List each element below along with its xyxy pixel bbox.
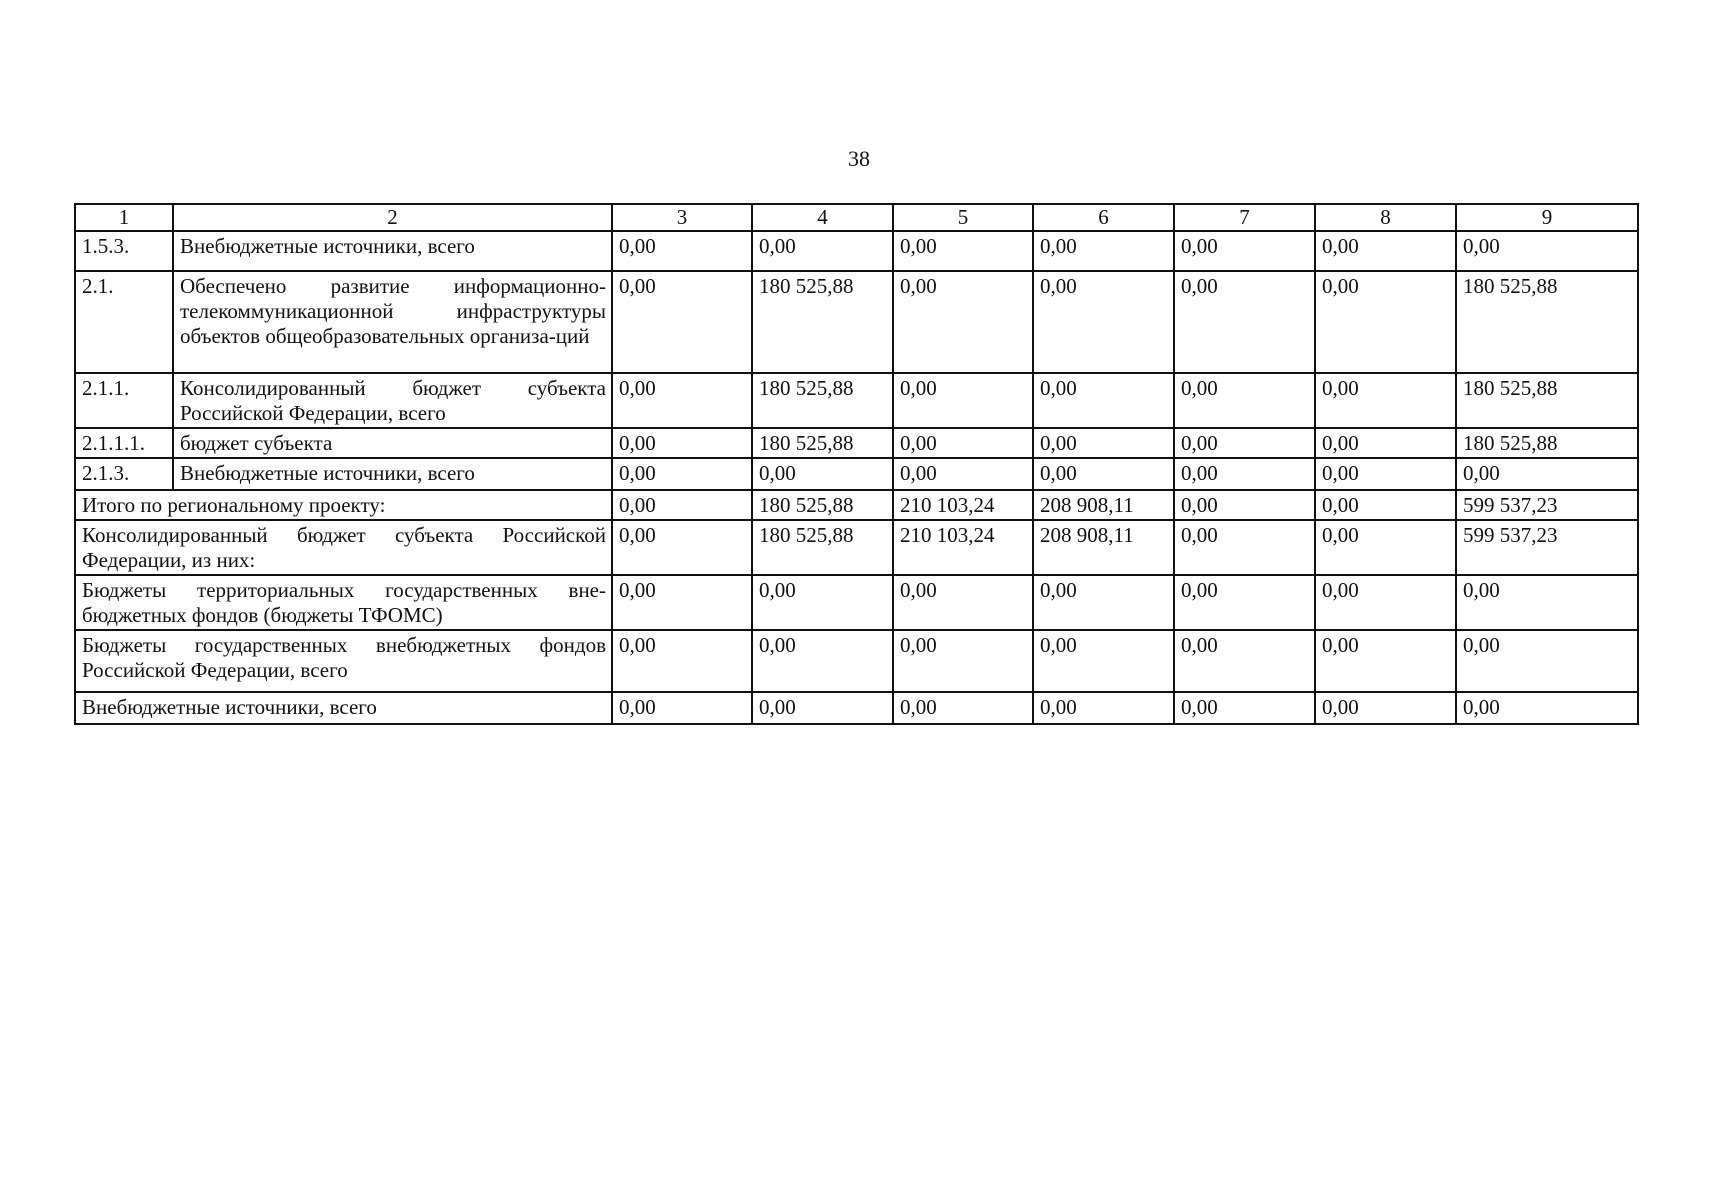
value-cell: 210 103,24 [893, 490, 1033, 520]
value-cell: 180 525,88 [752, 520, 893, 575]
value-cell: 0,00 [752, 575, 893, 630]
value-cell: 0,00 [612, 428, 752, 458]
value-cell: 0,00 [893, 271, 1033, 373]
summary-row [75, 575, 1638, 630]
row-name: бюджет субъекта [173, 428, 612, 458]
value-cell: 0,00 [1315, 490, 1456, 520]
value-cell: 0,00 [1456, 575, 1638, 630]
value-cell: 599 537,23 [1456, 490, 1638, 520]
value-cell: 180 525,88 [1456, 271, 1638, 373]
value-cell: 210 103,24 [893, 520, 1033, 575]
table-row [75, 428, 1638, 458]
value-cell: 0,00 [1315, 692, 1456, 724]
value-cell: 0,00 [1456, 692, 1638, 724]
summary-row [75, 490, 1638, 520]
value-cell: 0,00 [752, 692, 893, 724]
value-cell: 0,00 [1033, 231, 1174, 271]
value-cell: 0,00 [1174, 373, 1315, 428]
table-row [75, 373, 1638, 428]
budget-table [74, 203, 1639, 725]
value-cell: 0,00 [1174, 271, 1315, 373]
table-body [75, 204, 1638, 724]
value-cell: 0,00 [893, 428, 1033, 458]
value-cell: 0,00 [752, 630, 893, 692]
value-cell: 0,00 [893, 231, 1033, 271]
value-cell: 208 908,11 [1033, 520, 1174, 575]
summary-name: Консолидированный бюджет субъекта Российской Федерации, из них: [75, 520, 612, 575]
value-cell: 180 525,88 [1456, 428, 1638, 458]
value-cell: 0,00 [893, 630, 1033, 692]
summary-row [75, 520, 1638, 575]
value-cell: 0,00 [752, 458, 893, 490]
header-cell: 5 [893, 204, 1033, 231]
value-cell: 0,00 [612, 490, 752, 520]
value-cell: 180 525,88 [1456, 373, 1638, 428]
value-cell: 0,00 [1033, 692, 1174, 724]
value-cell: 599 537,23 [1456, 520, 1638, 575]
row-name: Внебюджетные источники, всего [173, 458, 612, 490]
value-cell: 180 525,88 [752, 490, 893, 520]
value-cell: 0,00 [1174, 490, 1315, 520]
value-cell: 0,00 [893, 458, 1033, 490]
value-cell: 0,00 [1174, 630, 1315, 692]
value-cell: 0,00 [612, 458, 752, 490]
summary-name: Внебюджетные источники, всего [75, 692, 612, 724]
value-cell: 0,00 [1456, 458, 1638, 490]
summary-name: Бюджеты государственных внебюджетных фондов Российской Федерации, всего [75, 630, 612, 692]
table-row [75, 271, 1638, 373]
value-cell: 0,00 [1033, 630, 1174, 692]
value-cell: 0,00 [1033, 458, 1174, 490]
value-cell: 0,00 [1456, 630, 1638, 692]
header-row [75, 204, 1638, 231]
value-cell: 0,00 [1174, 458, 1315, 490]
value-cell: 0,00 [1315, 428, 1456, 458]
value-cell: 180 525,88 [752, 428, 893, 458]
value-cell: 0,00 [1033, 271, 1174, 373]
value-cell: 0,00 [1315, 630, 1456, 692]
table-row [75, 231, 1638, 271]
header-cell: 6 [1033, 204, 1174, 231]
value-cell: 0,00 [1174, 231, 1315, 271]
value-cell: 0,00 [612, 271, 752, 373]
value-cell: 0,00 [1033, 373, 1174, 428]
summary-row [75, 692, 1638, 724]
summary-name: Бюджеты территориальных государственных вне-бюджетных фондов (бюджеты ТФОМС) [75, 575, 612, 630]
header-cell: 7 [1174, 204, 1315, 231]
value-cell: 0,00 [612, 373, 752, 428]
value-cell: 0,00 [612, 231, 752, 271]
value-cell: 0,00 [1174, 575, 1315, 630]
value-cell: 0,00 [612, 692, 752, 724]
value-cell: 0,00 [1315, 271, 1456, 373]
page-number: 38 [848, 146, 870, 171]
row-code: 2.1.1.1. [75, 428, 173, 458]
table-row [75, 458, 1638, 490]
header-cell: 2 [173, 204, 612, 231]
value-cell: 0,00 [1174, 692, 1315, 724]
value-cell: 0,00 [1174, 428, 1315, 458]
value-cell: 0,00 [612, 630, 752, 692]
row-name: Обеспечено развитие информационно-телекоммуникационной инфраструктуры объектов общеобразовательных организа-ций [173, 271, 612, 373]
value-cell: 0,00 [1315, 231, 1456, 271]
value-cell: 0,00 [893, 692, 1033, 724]
value-cell: 0,00 [1033, 575, 1174, 630]
value-cell: 0,00 [1456, 231, 1638, 271]
value-cell: 0,00 [1033, 428, 1174, 458]
row-code: 1.5.3. [75, 231, 173, 271]
row-name: Внебюджетные источники, всего [173, 231, 612, 271]
row-code: 2.1. [75, 271, 173, 373]
header-cell: 3 [612, 204, 752, 231]
value-cell: 0,00 [1315, 373, 1456, 428]
value-cell: 180 525,88 [752, 373, 893, 428]
summary-row [75, 630, 1638, 692]
header-cell: 9 [1456, 204, 1638, 231]
value-cell: 208 908,11 [1033, 490, 1174, 520]
row-code: 2.1.3. [75, 458, 173, 490]
value-cell: 0,00 [893, 373, 1033, 428]
value-cell: 0,00 [1315, 458, 1456, 490]
header-cell: 1 [75, 204, 173, 231]
value-cell: 180 525,88 [752, 271, 893, 373]
value-cell: 0,00 [1315, 575, 1456, 630]
row-code: 2.1.1. [75, 373, 173, 428]
row-name: Консолидированный бюджет субъекта Российской Федерации, всего [173, 373, 612, 428]
value-cell: 0,00 [893, 575, 1033, 630]
value-cell: 0,00 [1174, 520, 1315, 575]
header-cell: 4 [752, 204, 893, 231]
summary-name: Итого по региональному проекту: [75, 490, 612, 520]
value-cell: 0,00 [752, 231, 893, 271]
value-cell: 0,00 [1315, 520, 1456, 575]
value-cell: 0,00 [612, 520, 752, 575]
header-cell: 8 [1315, 204, 1456, 231]
value-cell: 0,00 [612, 575, 752, 630]
